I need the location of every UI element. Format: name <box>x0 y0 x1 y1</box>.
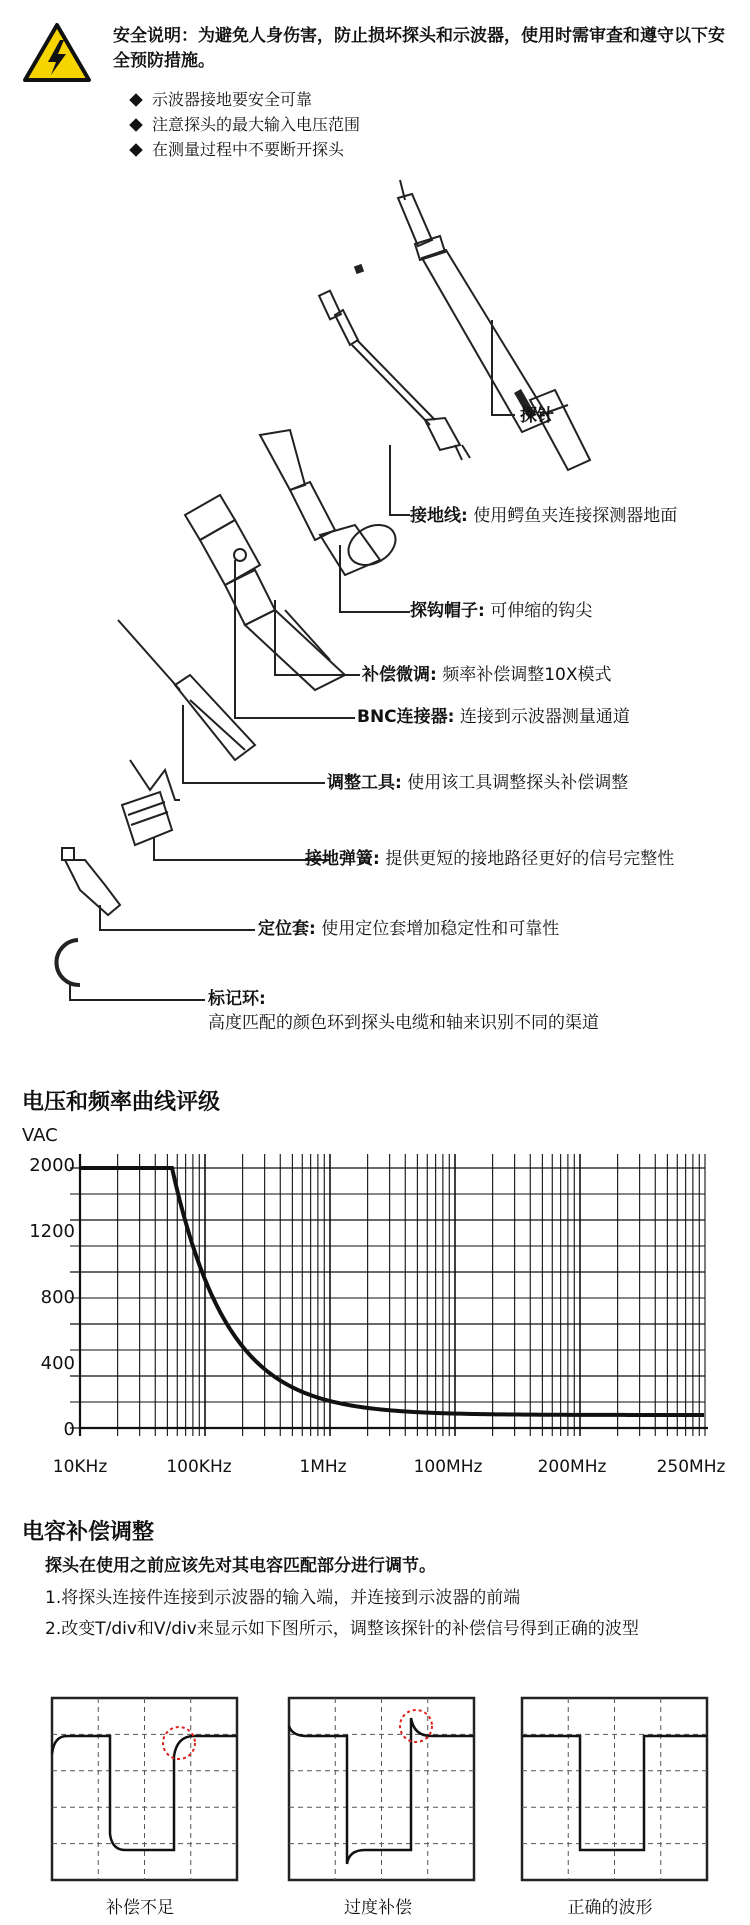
safety-bullet: 注意探头的最大输入电压范围 <box>130 115 360 135</box>
part-label-bnc: BNC连接器: 连接到示波器测量通道 <box>357 707 630 727</box>
compensation-step: 1.将探头连接件连接到示波器的输入端，并连接到示波器的前端 <box>45 1588 521 1608</box>
derating-chart <box>0 1140 750 1450</box>
y-tick-label: 1200 <box>29 1221 75 1242</box>
positioning-sleeve-icon <box>62 848 120 915</box>
x-tick-label: 100KHz <box>166 1457 232 1477</box>
marker-ring-icon <box>56 940 80 985</box>
part-label-probe: 探针 <box>520 406 554 426</box>
probe-icon <box>398 180 590 470</box>
waveform-caption-correct: 正确的波形 <box>567 1898 653 1918</box>
high-voltage-warning-icon <box>22 22 92 84</box>
x-tick-label: 200MHz <box>537 1457 607 1477</box>
compensation-waveforms <box>0 1680 750 1900</box>
derating-chart-title: 电压和频率曲线评级 <box>22 1090 221 1115</box>
y-tick-label: 400 <box>40 1353 75 1374</box>
waveform-panel-correct <box>522 1698 707 1880</box>
safety-bullet: 示波器接地要安全可靠 <box>130 90 312 110</box>
part-label-positioning-sleeve: 定位套: 使用定位套增加稳定性和可靠性 <box>258 919 560 939</box>
waveform-caption-under: 补偿不足 <box>106 1898 174 1918</box>
y-tick-label: 800 <box>40 1287 75 1308</box>
bnc-connector-icon <box>185 495 345 690</box>
part-label-compensation-trim: 补偿微调: 频率补偿调整10X模式 <box>362 665 612 685</box>
part-label-ground-spring: 接地弹簧: 提供更短的接地路径更好的信号完整性 <box>305 849 675 869</box>
part-label-hook-tip: 探钩帽子: 可伸缩的钩尖 <box>410 601 593 621</box>
part-label-marker-ring: 标记环: <box>208 989 266 1009</box>
probe-accessories-illustration <box>0 170 750 1030</box>
chart-grid <box>70 1154 708 1436</box>
compensation-intro: 探头在使用之前应该先对其电容匹配部分进行调节。 <box>45 1556 436 1576</box>
y-tick-label: 0 <box>63 1419 75 1440</box>
x-tick-label: 250MHz <box>656 1457 726 1477</box>
part-label-ground-lead: 接地线: 使用鳄鱼夹连接探测器地面 <box>410 506 678 526</box>
x-tick-label: 10KHz <box>52 1457 108 1477</box>
y-axis-label: VAC <box>22 1125 58 1146</box>
part-desc-marker-ring: 高度匹配的颜色环到探头电缆和轴来识别不同的渠道 <box>208 1013 599 1033</box>
compensation-step: 2.改变T/div和V/div来显示如下图所示，调整该探针的补偿信号得到正确的波型 <box>45 1619 639 1639</box>
derating-curve <box>80 1168 704 1415</box>
part-label-adjustment-tool: 调整工具: 使用该工具调整探头补偿调整 <box>327 773 629 793</box>
waveform-panel-over <box>289 1698 474 1880</box>
hook-tip-icon <box>260 430 403 575</box>
x-tick-label: 1MHz <box>299 1457 347 1477</box>
y-tick-label: 2000 <box>29 1155 75 1176</box>
ground-spring-icon <box>122 760 180 845</box>
safety-bullet: 在测量过程中不要断开探头 <box>130 140 344 160</box>
waveform-panel-under <box>52 1698 237 1880</box>
ground-lead-icon <box>319 291 470 460</box>
compensation-title: 电容补偿调整 <box>22 1520 155 1545</box>
safety-title: 安全说明：为避免人身伤害，防止损坏探头和示波器，使用时需审查和遵守以下安全预防措施。 <box>113 26 725 71</box>
x-tick-label: 100MHz <box>413 1457 483 1477</box>
waveform-caption-over: 过度补偿 <box>344 1898 412 1918</box>
